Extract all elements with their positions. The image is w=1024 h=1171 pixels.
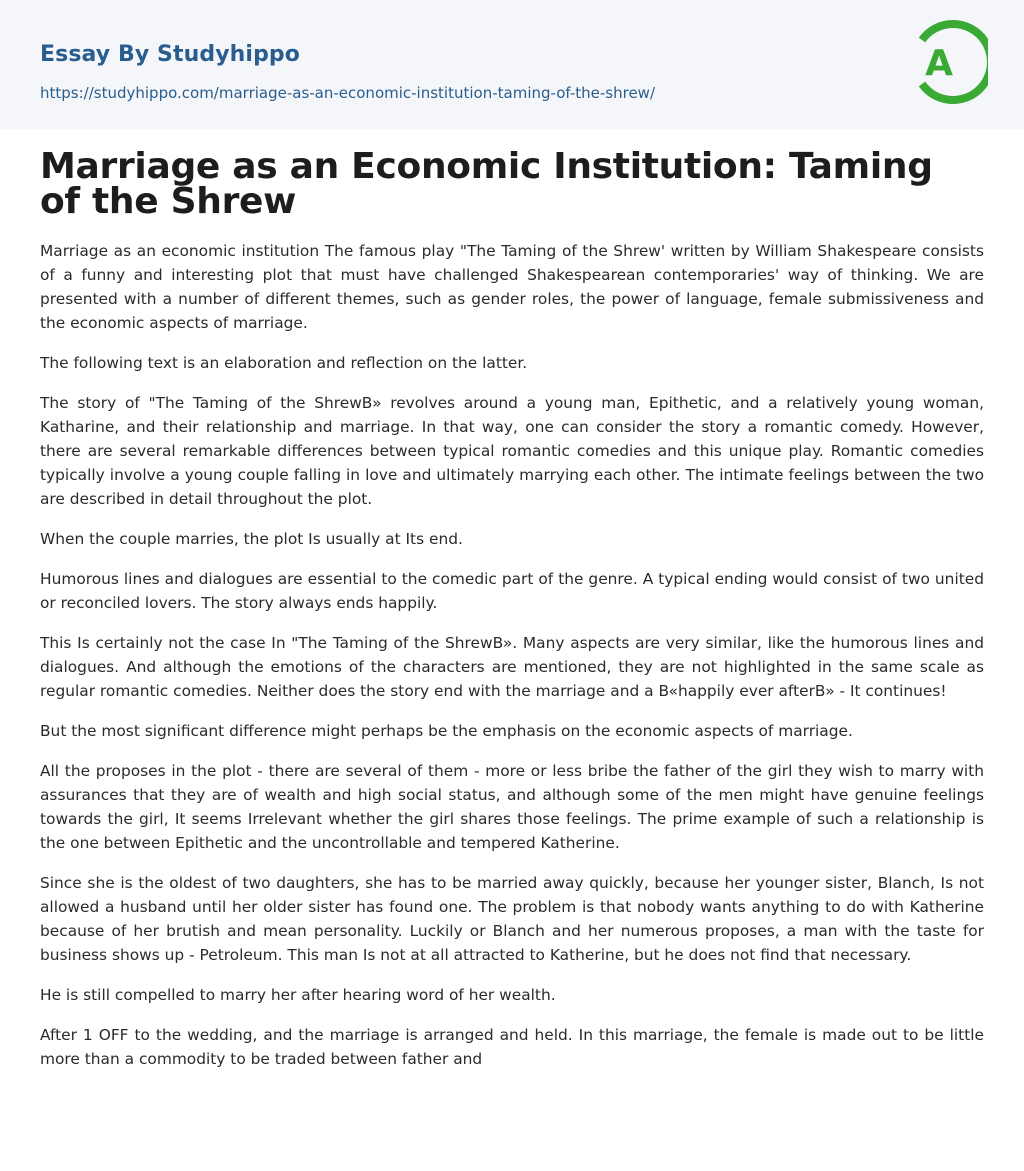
essay-paragraph: After 1 OFF to the wedding, and the marriage is arranged and held. In this marriage, the female is made out to be little more than a commodity to be traded between father and (40, 1026, 984, 1068)
essay-paragraph: When the couple marries, the plot Is usually at Its end. (40, 530, 463, 548)
essay-paragraph: Humorous lines and dialogues are essential to the comedic part of the genre. A typical ending would consist of two united or reconciled lovers. The story always ends happily. (40, 570, 984, 612)
studyhippo-logo-icon[interactable] (908, 18, 988, 106)
essay-paragraph: All the proposes in the plot - there are several of them - more or less bribe the father of the girl they wish to marry with assurances that they are of wealth and high social status, and although some of the men might have genuine feelings towards the girl, It seems Irrelevant whether the girl shares those feelings. The prime example of such a relationship is the one between Epithetic and the uncontrollable and tempered Katherine. (40, 762, 984, 852)
site-header (0, 0, 1024, 129)
essay-paragraph: Marriage as an economic institution The famous play "The Taming of the Shrew' written by William Shakespeare consists of a funny and interesting plot that must have challenged Shakespearean contemporaries' way of thinking. We are presented with a number of different themes, such as gender roles, the power of language, female submissiveness and the economic aspects of marriage. (40, 242, 984, 332)
essay-body (40, 239, 984, 1071)
essay-paragraph: The following text is an elaboration and reflection on the latter. (40, 354, 528, 372)
essay-content (0, 129, 1024, 1071)
essay-paragraph: The story of "The Taming of the ShrewB» revolves around a young man, Epithetic, and a relatively young woman, Katharine, and their relationship and marriage. In that way, one can consider the story a romantic comedy. However, there are several remarkable differences between typical romantic comedies and this unique play. Romantic comedies typically involve a young couple falling in love and ultimately marrying each other. The intimate feelings between the two are described in detail throughout the plot. (40, 394, 984, 508)
essay-url-link[interactable]: https://studyhippo.com/marriage-as-an-economic-institution-taming-of-the-shrew/ (40, 84, 655, 102)
essay-paragraph: But the most significant difference might perhaps be the emphasis on the economic aspects of marriage. (40, 722, 853, 740)
essay-paragraph: Since she is the oldest of two daughters, she has to be married away quickly, because her younger sister, Blanch, Is not allowed a husband until her older sister has found one. The problem is that nobody wants anything to do with Katherine because of her brutish and mean personality. Luckily or Blanch and her numerous proposes, a man with the taste for business shows up - Petroleum. This man Is not at all attracted to Katherine, but he does not find that necessary. (40, 874, 984, 964)
logo-letter: A (925, 43, 953, 84)
site-brand[interactable]: Essay By Studyhippo (40, 42, 300, 67)
essay-paragraph: This Is certainly not the case In "The Taming of the ShrewB». Many aspects are very similar, like the humorous lines and dialogues. And although the emotions of the characters are mentioned, they are not highlighted in the same scale as regular romantic comedies. Neither does the story end with the marriage and a B«happily ever afterB» - It continues! (40, 634, 984, 700)
essay-paragraph: He is still compelled to marry her after hearing word of her wealth. (40, 986, 556, 1004)
page-title: Marriage as an Economic Institution: Taming of the Shrew (40, 146, 933, 222)
